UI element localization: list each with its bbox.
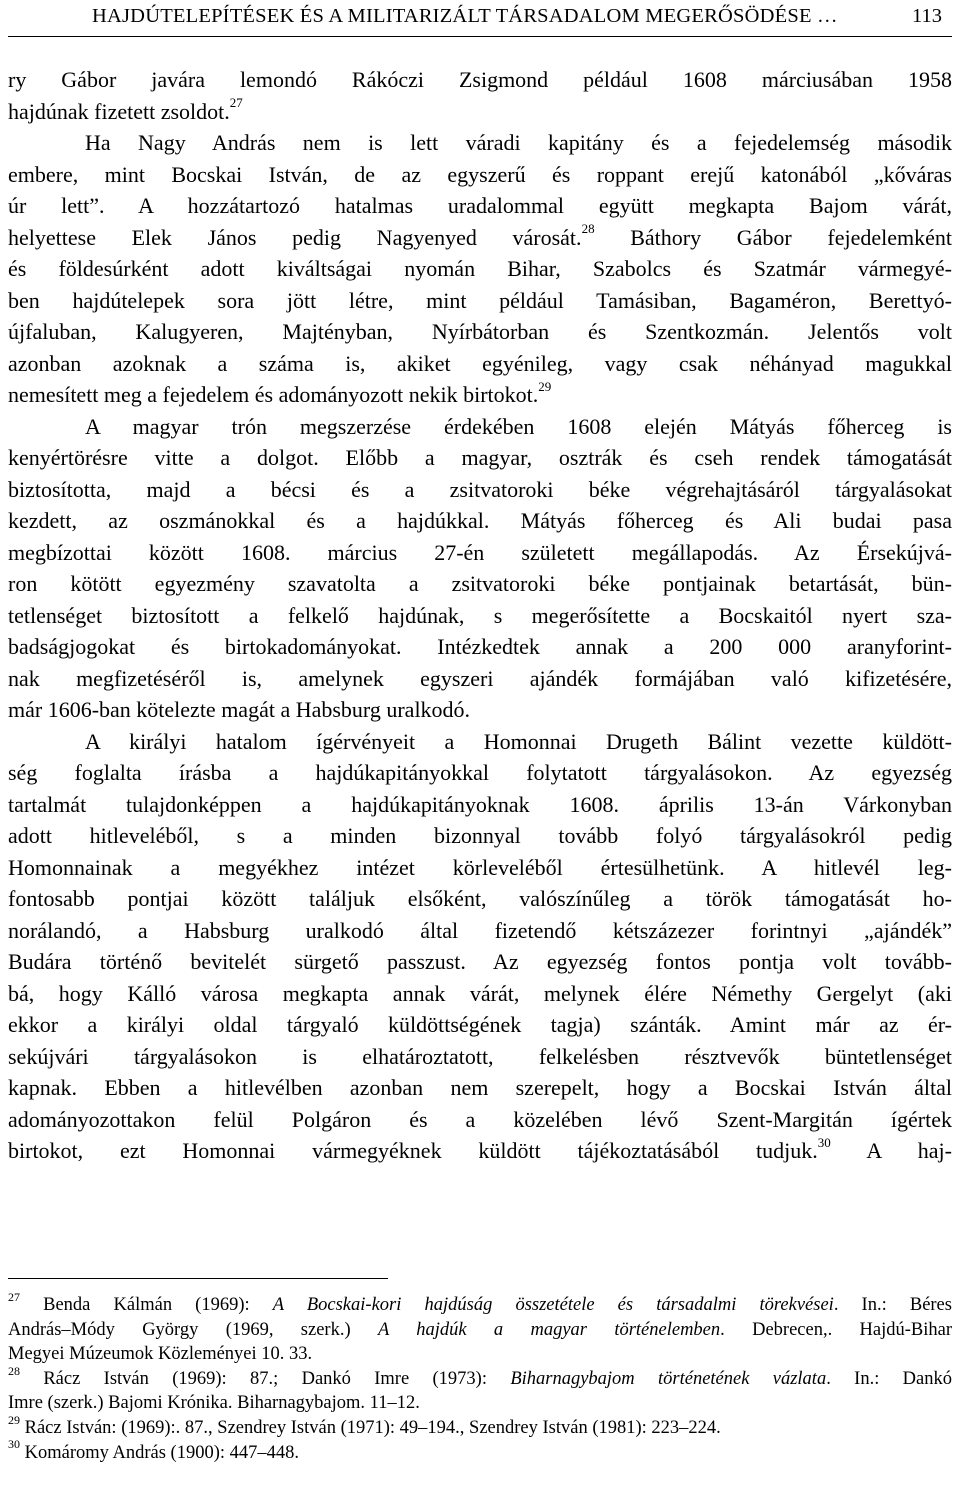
footnote-27-cont: [8, 1318, 952, 1343]
text-line: adományozottakon felül Polgáron és a közelében lévő Szent-Margitán ígértek: [8, 1106, 952, 1132]
footnote-text: Rácz István: (1969):. 87., Szendrey István (1971): 49–194., Szendrey István (1981): 223–224.: [24, 1417, 721, 1438]
text-line: badságjogokat és birtokadományokat. Intézkedtek annak a 200 000 aranyforint-: [8, 634, 952, 659]
footnote-ref-27[interactable]: 27: [229, 95, 243, 111]
text-line: A magyar trón megszerzése érdekében 1608 elején Mátyás főherceg is: [85, 413, 952, 439]
text-line: [8, 379, 952, 411]
footnote-ref-30[interactable]: 30: [817, 1134, 831, 1150]
footnote-29: [8, 1412, 952, 1441]
page-number: 113: [912, 5, 942, 27]
footnote-number: 30: [8, 1437, 20, 1452]
text-line: nak megfizetéséről is, amelynek egyszeri ajándék formájában való kifizetésére,: [8, 665, 952, 691]
text-span: Báthory Gábor fejedelemként: [594, 224, 952, 250]
text-line: kezdett, az oszmánokkal és a hajdúkkal. Mátyás főherceg és Ali budai pasa: [8, 508, 952, 533]
text-line: fontosabb pontjai között találjuk elsőként, valószínűleg a török támogatását ho-: [8, 886, 952, 911]
text-line: kenyértörésre vitte a dolgot. Előbb a magyar, osztrák és cseh rendek támogatását: [8, 445, 952, 470]
text-line: biztosította, majd a bécsi és a zsitvatoroki béke végrehajtásáról tárgyalásokat: [8, 476, 952, 502]
footnote-text: Benda Kálmán (1969):: [43, 1295, 273, 1315]
footnote-27: [8, 1289, 952, 1318]
text-span: hajdúnak fizetett zsoldot.: [8, 98, 230, 124]
footnote-title: A Bocskai-kori hajdúság összetétele és társadalmi törekvései: [272, 1295, 834, 1315]
text-line: azonban azoknak a száma is, akiket egyénileg, vagy csak néhányad magukkal: [8, 350, 952, 376]
text-line: Homonnainak a megyékhez intézet körleveléből értesülhetünk. A hitlevél leg-: [8, 854, 952, 880]
text-line: tartalmát tulajdonképpen a hajdúkapitányoknak 1608. április 13-án Várkonyban: [8, 791, 952, 817]
text-line: bá, hogy Kálló városa megkapta annak várát, melynek élére Némethy Gergelyt (aki: [8, 980, 952, 1006]
text-line: már 1606-ban kötelezte magát a Habsburg uralkodó.: [8, 697, 471, 722]
footnote-number: 28: [8, 1363, 20, 1378]
text-line: norálandó, a Habsburg uralkodó által fizetendő kétszázezer forintnyi „ajándék”: [8, 917, 952, 943]
footnote-text: . In.: Dankó: [826, 1368, 952, 1389]
text-line: A királyi hatalom ígérvényeit a Homonnai Drugeth Bálint vezette küldött-: [85, 728, 952, 754]
text-line: ron kötött egyezmény szavatolta a zsitvatoroki béke pontjainak betartását, bün-: [8, 571, 952, 596]
text-line: úr lett”. A hozzátartozó hatalmas uradalommal együtt megkapta Bajom várát,: [8, 193, 952, 218]
footnote-title: Biharnagybajom történetének vázlata: [510, 1368, 827, 1389]
footnote-number: 29: [8, 1412, 20, 1427]
footnote-ref-28[interactable]: 28: [581, 221, 595, 237]
text-span: A haj-: [830, 1138, 952, 1163]
text-line: megbízottai között 1608. március 27-én született megállapodás. Az Érsekújvá-: [8, 539, 952, 565]
footnotes: [8, 1289, 952, 1465]
footnote-number: 27: [8, 1289, 20, 1304]
text-span: nemesített meg a fejedelem és adományozott nekik birtokot.: [8, 382, 539, 407]
footnote-title: A hajdúk a magyar történelemben: [377, 1319, 721, 1340]
footnote-text: . In.: Béres: [833, 1295, 952, 1315]
header-rule: [8, 36, 952, 37]
text-line: [8, 96, 952, 128]
footnote-28-cont: Imre (szerk.) Bajomi Krónika. Biharnagybajom. 11–12.: [8, 1393, 420, 1414]
text-line: embere, mint Bocskai István, de az egyszerű és roppant erejű katonából „kőváras: [8, 161, 952, 187]
text-span: helyettese Elek János pedig Nagyenyed városát.: [8, 224, 582, 250]
footnote-30: [8, 1437, 952, 1466]
text-line: ben hajdútelepek sora jött létre, mint például Tamásiban, Bagaméron, Berettyó-: [8, 287, 952, 313]
text-line: újfaluban, Kalugyeren, Majtényban, Nyírbátorban és Szentkozmán. Jelentős volt: [8, 319, 952, 344]
text-line: sekújvári tárgyalásokon is elhatároztatott, felkelésben résztvevők büntetlenséget: [8, 1043, 952, 1069]
footnote-separator: [8, 1278, 388, 1279]
footnote-text: Rácz István (1969): 87.; Dankó Imre (1973):: [43, 1368, 511, 1389]
footnote-27-cont: Megyei Múzeumok Közleményei 10. 33.: [8, 1344, 313, 1365]
text-line: ry Gábor javára lemondó Rákóczi Zsigmond például 1608 márciusában 1958: [8, 67, 952, 92]
footnote-ref-29[interactable]: 29: [538, 378, 552, 394]
footnote-text: Komáromy András (1900): 447–448.: [24, 1442, 300, 1463]
running-header: [8, 0, 952, 38]
text-line: és földesúrként adott kiváltságai nyomán Bihar, Szabolcs és Szatmár vármegyé-: [8, 256, 952, 281]
text-line: kapnak. Ebben a hitlevélben azonban nem szerepelt, hogy a Bocskai István által: [8, 1075, 952, 1100]
footnote-text: . Debrecen,. Hajdú-Bihar: [720, 1319, 952, 1340]
text-span: birtokot, ezt Homonnai vármegyéknek küldött tájékoztatásából tudjuk.: [8, 1138, 818, 1163]
text-line: Budára történő bevitelét sürgető passzust. Az egyezség fontos pontja volt tovább-: [8, 949, 952, 974]
text-line: Ha Nagy András nem is lett váradi kapitány és a fejedelemség második: [85, 130, 952, 155]
text-line: [8, 222, 952, 254]
main-text: [8, 64, 952, 1167]
text-line: [8, 1135, 952, 1167]
footnote-text: András–Módy György (1969, szerk.): [8, 1319, 378, 1340]
text-line: ség foglalta írásba a hajdúkapitányokkal folytatott tárgyalásokon. Az egyezség: [8, 760, 952, 785]
footnote-28: [8, 1363, 952, 1392]
text-line: ekkor a királyi oldal tárgyaló küldöttségének tagja) szánták. Amint már az ér-: [8, 1012, 952, 1037]
text-line: adott hitleveléből, s a minden bizonnyal tovább folyó tárgyalásokról pedig: [8, 823, 952, 848]
text-line: tetlenséget biztosított a felkelő hajdúnak, s megerősítette a Bocskaitól nyert sza-: [8, 602, 952, 628]
running-title: HAJDÚTELEPÍTÉSEK ÉS A MILITARIZÁLT TÁRSADALOM MEGERŐSÖDÉSE …: [92, 5, 838, 27]
